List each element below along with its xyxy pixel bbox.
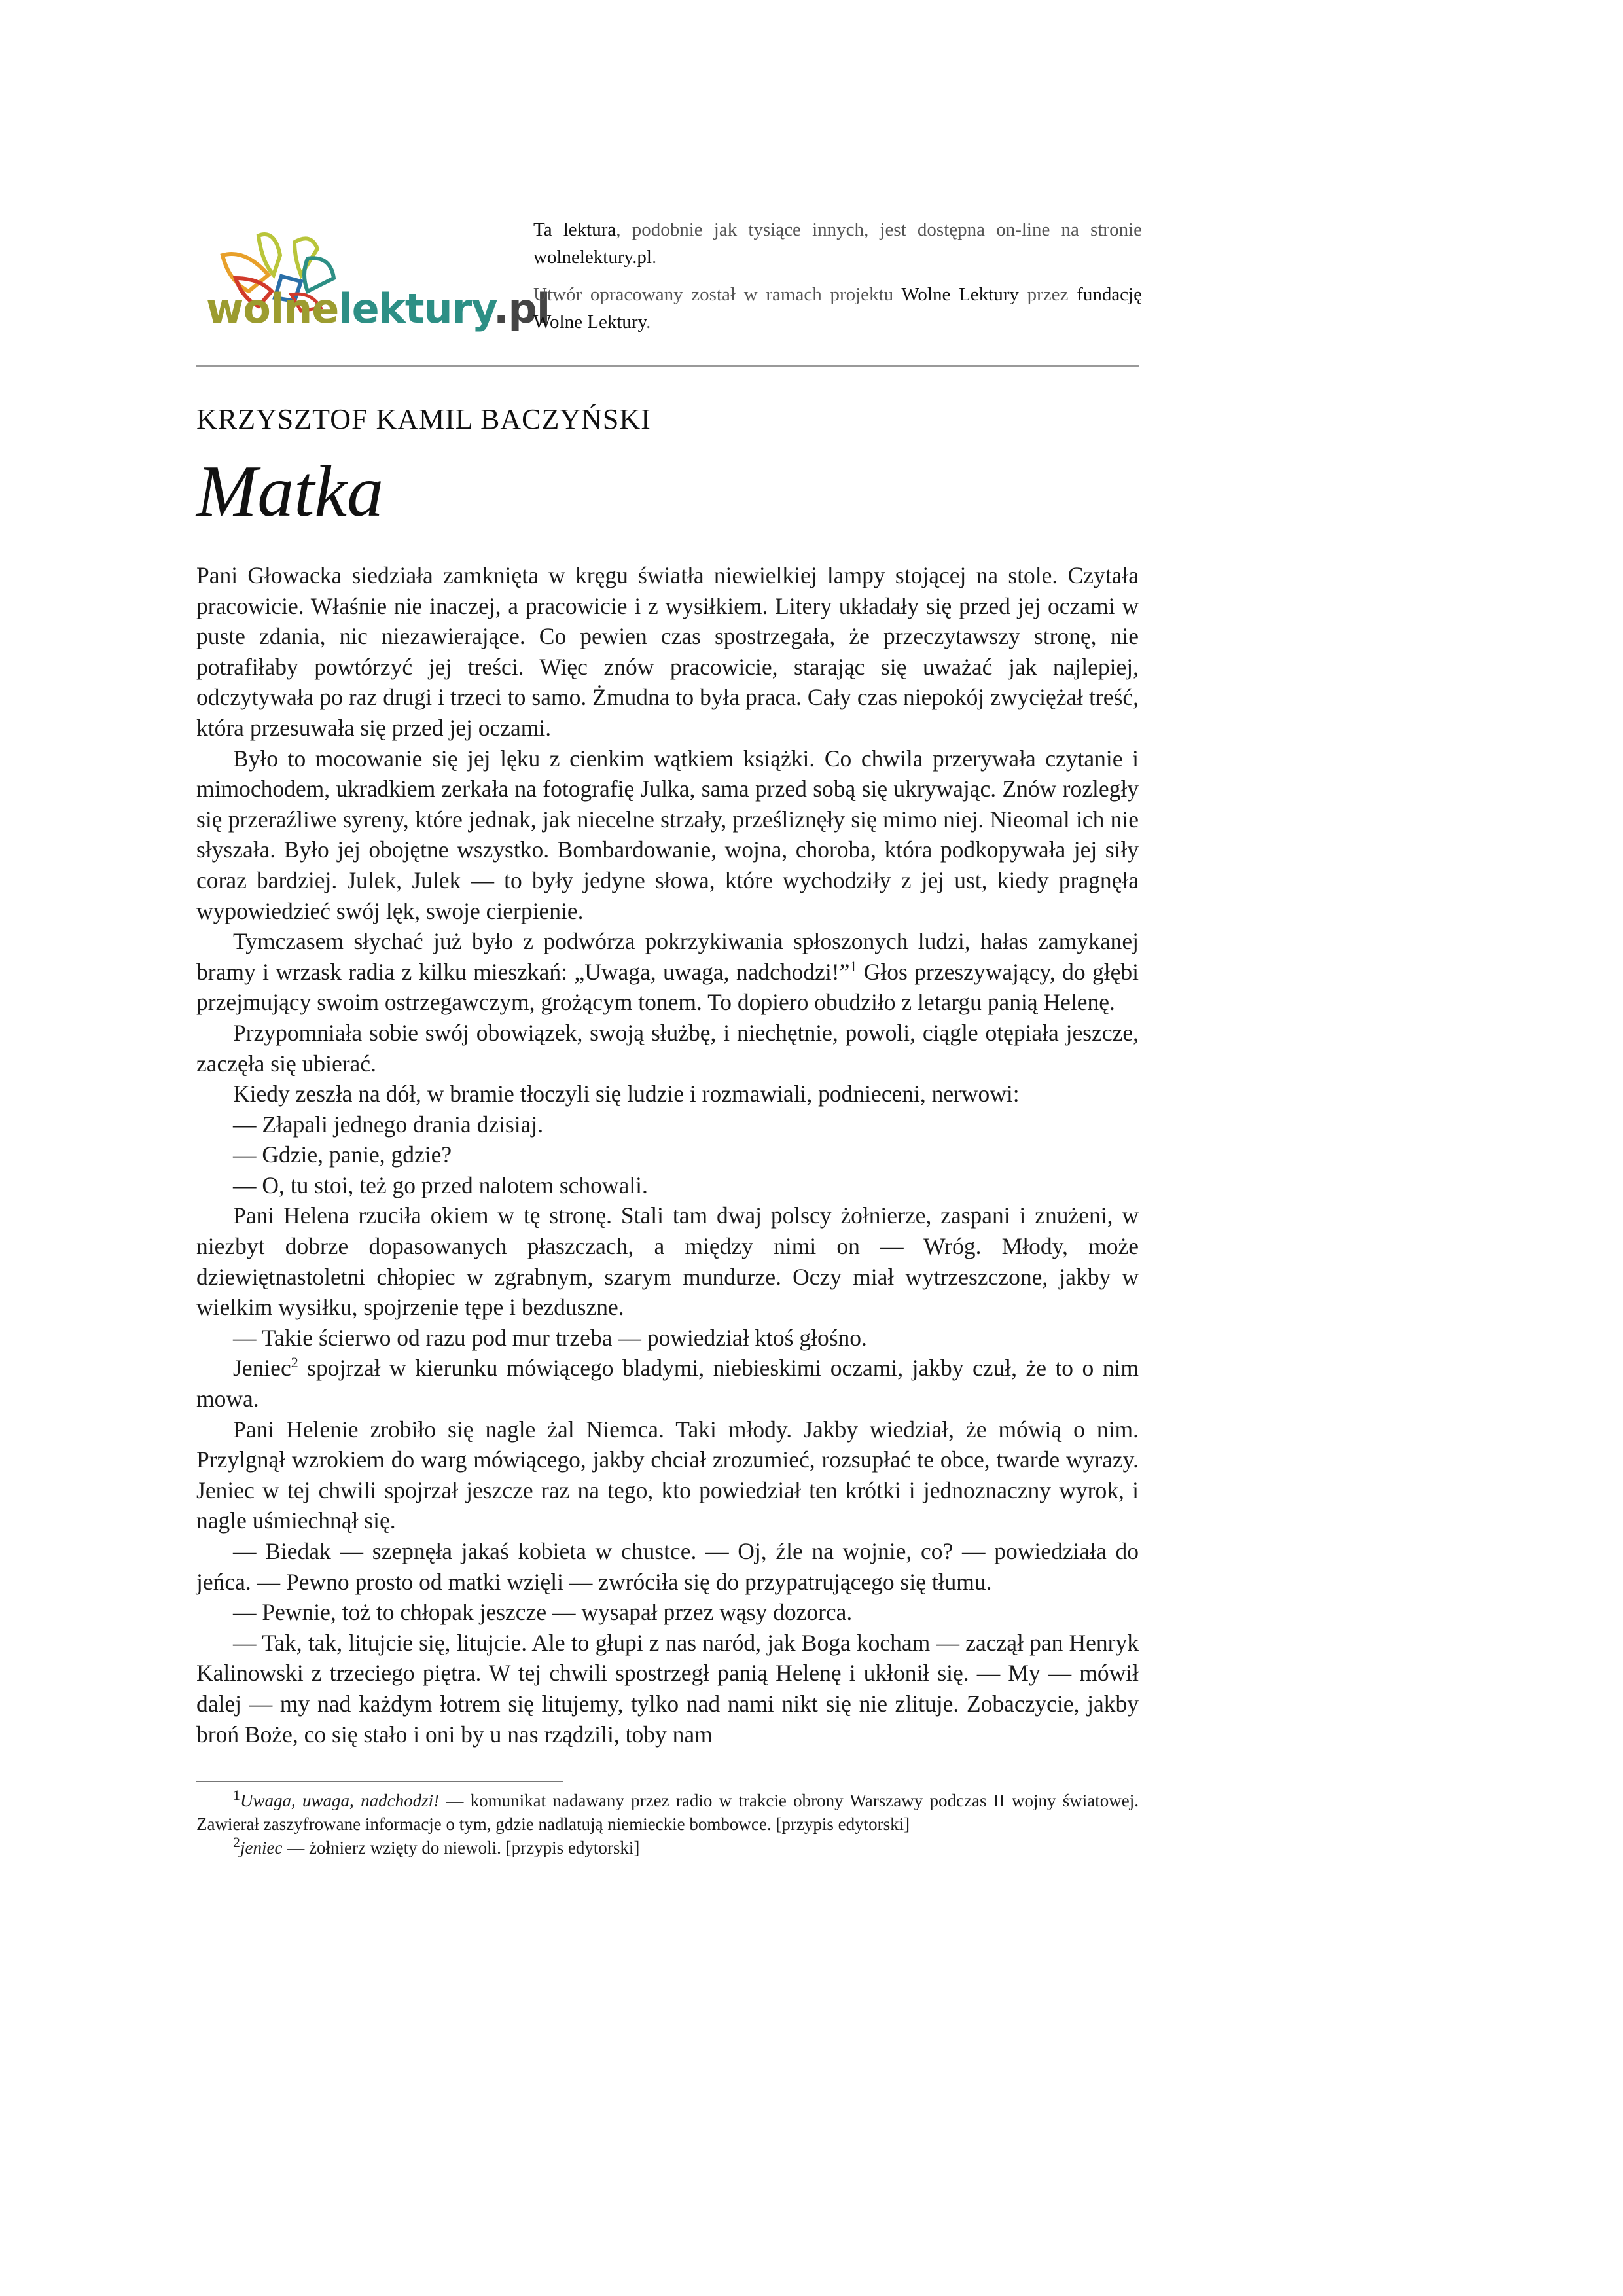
footnote-number: 1 [233, 1787, 240, 1804]
header-divider [196, 365, 1139, 367]
wolnelektury-link[interactable]: wolnelektury.pl [533, 247, 652, 268]
footnote-1 [196, 1789, 1139, 1836]
paragraph-text: Głos przeszywający, do głębi przejmujący swoim ostrzegawczym, grożącym tonem. To dopiero obudziło z letargu panią Helenę. [196, 958, 1139, 1016]
paragraph: Kiedy zeszła na dół, w bramie tłoczyli się ludzie i rozmawiali, podnieceni, nerwowi: [233, 1081, 1020, 1107]
body-text [196, 560, 1139, 1749]
paragraph: — Złapali jednego drania dzisiaj. [233, 1111, 544, 1138]
paragraph [196, 926, 1139, 1018]
logo-word-pl: .pl [493, 285, 550, 332]
footnote-ref-1[interactable]: 1 [849, 958, 857, 975]
header-note-2 [533, 281, 1142, 336]
footnote-ref-2[interactable]: 2 [291, 1354, 298, 1371]
footnote-2 [196, 1836, 1139, 1859]
wolnelektury-logo[interactable] [196, 229, 550, 360]
footnote-text: — komunikat nadawany przez radio w trakcie obrony Warszawy podczas II wojny światowej. Zawierał zaszyfrowane informacje o tym, gdzie nadlatują niemieckie bombowce. [przypis edytorski] [196, 1791, 1139, 1835]
paragraph: — Pewnie, toż to chłopak jeszcze — wysapał przez wąsy dozorca. [233, 1599, 853, 1626]
header-note [533, 216, 1142, 346]
footnote-text: — żołnierz wzięty do niewoli. [przypis edytorski] [282, 1838, 640, 1858]
paragraph: Przypomniała sobie swój obowiązek, swoją służbę, i niechętnie, powoli, ciągle otępiała jeszcze, zaczęła się ubierać. [196, 1019, 1139, 1077]
paragraph-text: spojrzał w kierunku mówiącego bladymi, niebieskimi oczami, jakby czuł, że to o nim mowa. [196, 1355, 1139, 1412]
footnote-term: jeniec [240, 1838, 283, 1858]
note-text: Utwór opracowany został w ramach projektu [533, 284, 902, 305]
paragraph: Było to mocowanie się jej lęku z cienkim wątkiem książki. Co chwila przerywała czytanie i mimochodem, ukradkiem zerkała na fotografię Julka, sama przed sobą się ukrywając. Znów rozległy się przeraźliwe syreny, które jednak, jak niecelne strzały, prześliznęły się mimo niej. Nieomal ich nie słyszała. Było jej obojętne wszystko. Bombardowanie, wojna, choroba, która podkopywała jej siły coraz bardziej. Julek, Julek — to były jedyne słowa, które wychodziły z jej ust, kiedy pragnęła wypowiedzieć swój lęk, swoje cierpienie. [196, 745, 1139, 924]
header [196, 216, 1142, 376]
paragraph: — Biedak — szepnęła jakaś kobieta w chustce. — Oj, źle na wojnie, co? — powiedziała do jeńca. — Pewno prosto od matki wzięli — zwróciła się do przypatrującego się tłumu. [196, 1538, 1139, 1595]
paragraph: Pani Głowacka siedziała zamknięta w kręgu światła niewielkiej lampy stojącej na stole. Czytała pracowicie. Właśnie nie inaczej, a pracowicie i z wysiłkiem. Litery układały się przed jej oczami w puste zdania, nic niezawierające. Co pewien czas spostrzegała, że przeczytawszy stronę, nie potrafiłaby powtórzyć jej treści. Więc znów pracowicie, starając się uważać jak najlepiej, odczytywała po raz drugi i trzeci to samo. Żmudna to była praca. Cały czas niepokój zwyciężał treść, która przesuwała się przed jej oczami. [196, 562, 1139, 741]
note-lead: Ta lektura [533, 219, 616, 240]
paragraph: — Takie ścierwo od razu pod mur trzeba — powiedział ktoś głośno. [233, 1324, 867, 1351]
header-note-1 [533, 216, 1142, 271]
foundation-link[interactable]: fundację Wolne Lektury [533, 284, 1142, 332]
paragraph: Pani Helena rzuciła okiem w tę stronę. Stali tam dwaj polscy żołnierze, zaspani i znużeni, w niezbyt dobrze dopasowanych płaszczach, a między nimi on — Wróg. Młody, może dziewiętnastoletni chłopiec w zgrabnym, szarym mundurze. Oczy miał wytrzeszczone, jakby w wielkim wysiłku, spojrzenie tępe i bezduszne. [196, 1202, 1139, 1321]
note-text: przez [1018, 284, 1077, 305]
footnote-term: Uwaga, uwaga, nadchodzi! [240, 1791, 440, 1811]
work-title: Matka [196, 451, 384, 532]
footnote-divider [196, 1781, 563, 1782]
paragraph-text: Tymczasem słychać już było z podwórza pokrzykiwania spłoszonych ludzi, hałas zamykanej bramy i wrzask radia z kilku mieszkań: „Uwaga, uwaga, nadchodzi!” [196, 928, 1139, 985]
logo-wordmark [206, 285, 550, 332]
page [196, 216, 1142, 1859]
paragraph: — Tak, tak, litujcie się, litujcie. Ale to głupi z nas naród, jak Boga kocham — zaczął pan Henryk Kalinowski z trzeciego piętra. W tej chwili spostrzegł panią Helenę i ukłonił się. — My — mówił dalej — my nad każdym łotrem się litujemy, tylko nad nami nikt się nie zlituje. Zobaczycie, jakby broń Boże, co się stało i oni by u nas rządzili, toby nam [196, 1629, 1139, 1748]
note-end: . [651, 247, 657, 268]
note-end: . [646, 312, 651, 332]
project-link[interactable]: Wolne Lektury [901, 284, 1019, 305]
paragraph [196, 1353, 1139, 1414]
author-name: KRZYSZTOF KAMIL BACZYŃSKI [196, 403, 651, 435]
paragraph: — Gdzie, panie, gdzie? [233, 1141, 452, 1168]
footnotes [196, 1789, 1139, 1859]
note-text: , podobnie jak tysiące innych, jest dostępna on-line na stronie [616, 219, 1142, 240]
paragraph: — O, tu stoi, też go przed nalotem schowali. [233, 1172, 648, 1198]
logo-word-wolne: wolne [206, 285, 339, 332]
logo-word-lektury: lektury [338, 285, 493, 332]
paragraph-text: Jeniec [233, 1355, 291, 1382]
footnote-number: 2 [233, 1834, 240, 1851]
paragraph: Pani Helenie zrobiło się nagle żal Niemca. Taki młody. Jakby wiedział, że mówią o nim. Przylgnął wzrokiem do warg mówiącego, jakby chciał zrozumieć, rozsupłać te obce, twarde wyrazy. Jeniec w tej chwili spojrzał jeszcze raz na tego, kto powiedział ten krótki i jednoznaczny wyrok, i nagle uśmiechnął się. [196, 1416, 1139, 1534]
